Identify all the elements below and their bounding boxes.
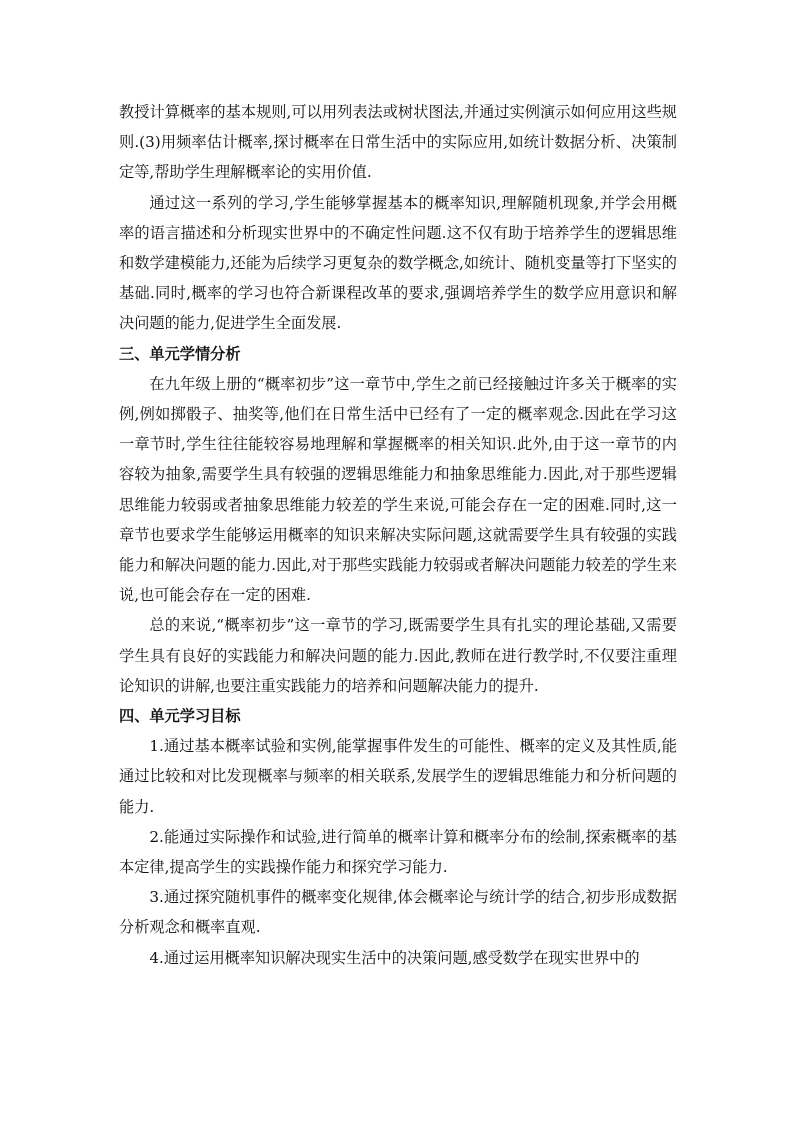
paragraph: 总的来说,“概率初步”这一章节的学习,既需要学生具有扎实的理论基础,又需要学生具有良好的实践能力和解决问题的能力.因此,教师在进行教学时,不仅要注重理论知识的讲解,也要注重实践能力的培养和问题解决能力的提升. [119, 616, 677, 695]
list-item: 4.通过运用概率知识解决现实生活中的决策问题,感受数学在现实世界中的 [149, 948, 640, 967]
list-item: 1.通过基本概率试验和实例,能掌握事件发生的可能性、概率的定义及其性质,能通过比较和对比发现概率与频率的相关联系,发展学生的逻辑思维能力和分析问题的能力. [119, 737, 677, 816]
list-item: 2.能通过实际操作和试验,进行简单的概率计算和概率分布的绘制,探索概率的基本定律,提高学生的实践操作能力和探究学习能力. [119, 827, 677, 877]
document-body [119, 97, 677, 973]
paragraph: 教授计算概率的基本规则,可以用列表法或树状图法,并通过实例演示如何应用这些规则.(3)用频率估计概率,探讨概率在日常生活中的实际应用,如统计数据分析、决策制定等,帮助学生理解概率论的实用价值. [119, 103, 677, 182]
section-heading: 三、单元学情分析 [119, 344, 241, 363]
list-item: 3.通过探究随机事件的概率变化规律,体会概率论与统计学的结合,初步形成数据分析观念和概率直观. [119, 888, 677, 937]
paragraph: 通过这一系列的学习,学生能够掌握基本的概率知识,理解随机现象,并学会用概率的语言描述和分析现实世界中的不确定性问题.这不仅有助于培养学生的逻辑思维和数学建模能力,还能为后续学习更复杂的数学概念,如统计、随机变量等打下坚实的基础.同时,概率的学习也符合新课程改革的要求,强调培养学生的数学应用意识和解决问题的能力,促进学生全面发展. [119, 193, 677, 333]
section-heading: 四、单元学习目标 [119, 707, 241, 726]
paragraph: 在九年级上册的“概率初步”这一章节中,学生之前已经接触过许多关于概率的实例,例如掷骰子、抽奖等,他们在日常生活中已经有了一定的概率观念.因此在学习这一章节时,学生往往能较容易地理解和掌握概率的相关知识.此外,由于这一章节的内容较为抽象,需要学生具有较强的逻辑思维能力和抽象思维能力.因此,对于那些逻辑思维能力较弱或者抽象思维能力较差的学生来说,可能会存在一定的困难.同时,这一章节也要求学生能够运用概率的知识来解决实际问题,这就需要学生具有较强的实践能力和解决问题的能力.因此,对于那些实践能力较弱或者解决问题能力较差的学生来说,也可能会存在一定的困难. [119, 374, 677, 605]
